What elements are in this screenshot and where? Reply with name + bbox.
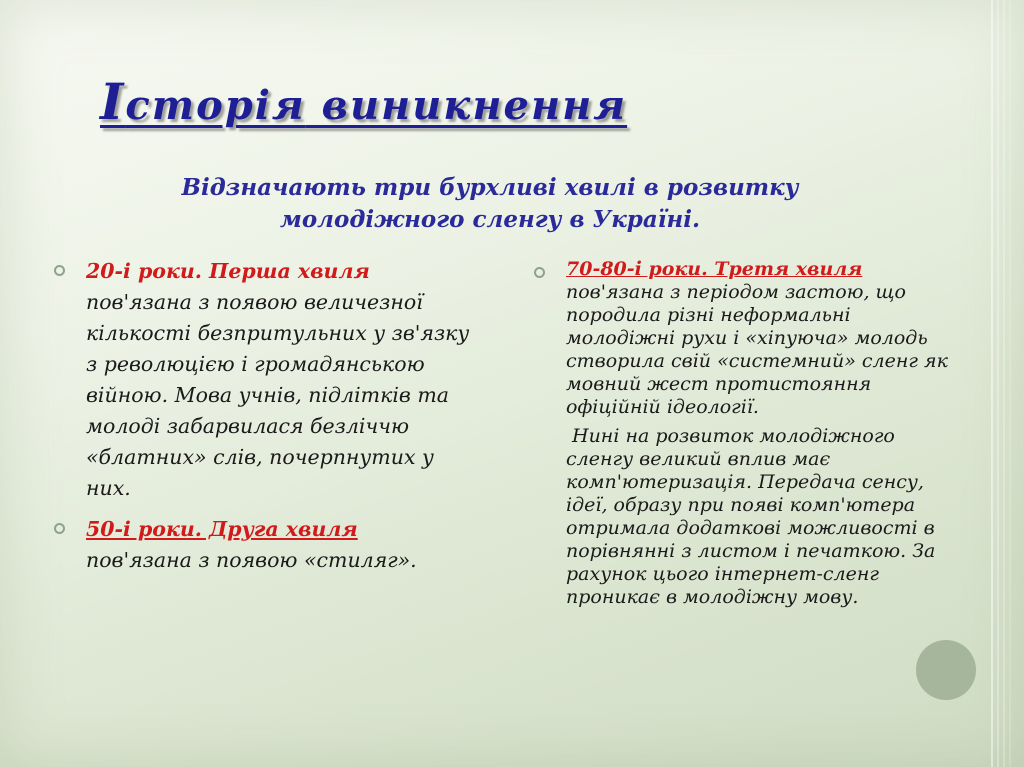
list-item <box>50 256 480 504</box>
slide-subtitle: Відзначають три бурхливі хвилі в розвитку молодіжного сленгу в Україні. <box>181 174 799 233</box>
slide-title <box>100 72 627 131</box>
bullet-icon <box>54 523 65 534</box>
item-body: пов'язана з появою «стиляг». <box>86 548 417 572</box>
item-heading: 20-і роки. Перша хвиля <box>86 259 370 283</box>
item-heading: 50-і роки. Друга хвиля <box>86 517 358 541</box>
title-first-letter: І <box>100 72 126 131</box>
list-item-text <box>86 256 480 504</box>
list-item <box>530 258 960 609</box>
item-body-second-paragraph: Нині на розвиток молодіжного сленгу великий вплив має комп'ютеризація. Передача сенсу, ідеї, образу при появі комп'ютера отримала додаткові можливості в порівнянні з листом і печаткою. За рахунок цього інтернет-сленг проникає в молодіжну мову. <box>566 425 936 608</box>
right-column-list <box>530 258 960 619</box>
bullet-icon <box>54 265 65 276</box>
list-item-text <box>86 514 480 576</box>
list-item-text <box>566 258 960 609</box>
bullet-icon <box>534 267 545 278</box>
item-heading: 70-80-і роки. Третя хвиля <box>566 258 863 280</box>
item-body: пов'язана з появою величезної кількості безпритульних у зв'язку з революцією і громадянською війною. Мова учнів, підлітків та молоді забарвилася безліччю «блатних» слів, почерпнутих у них. <box>86 290 470 500</box>
title-rest-small: сторія <box>125 82 306 129</box>
list-item <box>50 514 480 576</box>
decorative-lines <box>984 0 1024 767</box>
left-column-list <box>50 256 480 586</box>
item-body: пов'язана з періодом застою, що породила різні неформальні молодіжні рухи і «хіпуюча» молодь створила свій «системний» сленг як мовний жест протистояння офіційній ідеології. <box>566 281 948 418</box>
title-rest: виникнення <box>305 82 628 129</box>
decorative-circle <box>916 640 976 700</box>
